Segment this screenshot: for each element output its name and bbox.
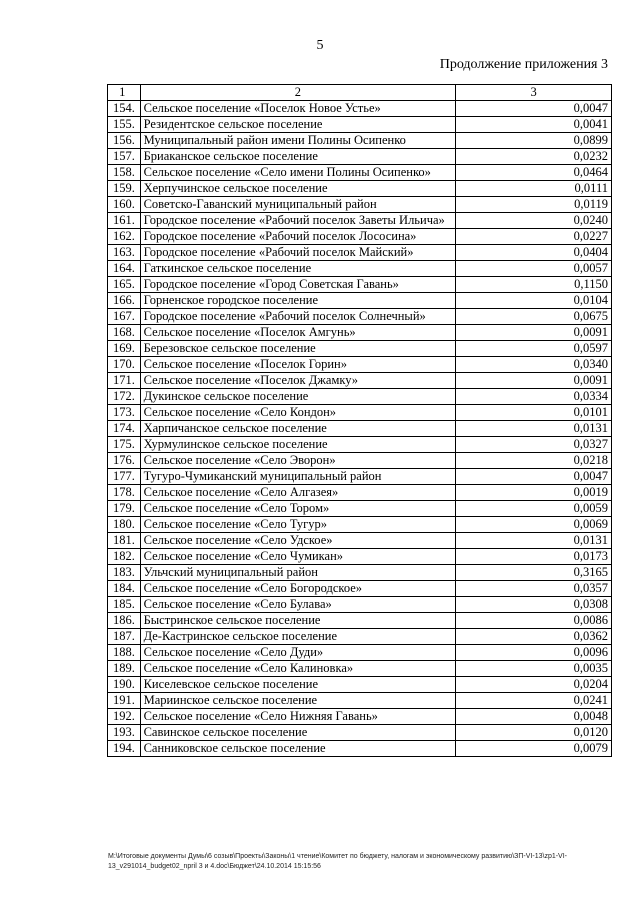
row-name: Херпучинское сельское поселение xyxy=(140,181,456,197)
row-value: 0,0334 xyxy=(456,389,612,405)
table-row xyxy=(108,245,612,261)
row-value: 0,0035 xyxy=(456,661,612,677)
table-row xyxy=(108,437,612,453)
row-number: 173. xyxy=(108,405,141,421)
row-name: Де-Кастринское сельское поселение xyxy=(140,629,456,645)
row-name: Сельское поселение «Поселок Джамку» xyxy=(140,373,456,389)
row-number: 159. xyxy=(108,181,141,197)
row-value: 0,0227 xyxy=(456,229,612,245)
table-row xyxy=(108,213,612,229)
table-row xyxy=(108,661,612,677)
table-row xyxy=(108,565,612,581)
row-value: 0,0057 xyxy=(456,261,612,277)
row-number: 182. xyxy=(108,549,141,565)
row-number: 175. xyxy=(108,437,141,453)
row-value: 0,0096 xyxy=(456,645,612,661)
table-row xyxy=(108,229,612,245)
row-name: Сельское поселение «Поселок Новое Устье» xyxy=(140,101,456,117)
table-row xyxy=(108,197,612,213)
table-row xyxy=(108,357,612,373)
row-name: Городское поселение «Город Советская Гавань» xyxy=(140,277,456,293)
row-name: Сельское поселение «Село Тугур» xyxy=(140,517,456,533)
table-row xyxy=(108,613,612,629)
row-number: 178. xyxy=(108,485,141,501)
table-row xyxy=(108,277,612,293)
table-row xyxy=(108,517,612,533)
row-name: Савинское сельское поселение xyxy=(140,725,456,741)
row-name: Хурмулинское сельское поселение xyxy=(140,437,456,453)
row-name: Сельское поселение «Село Дуди» xyxy=(140,645,456,661)
row-value: 0,0464 xyxy=(456,165,612,181)
row-name: Сельское поселение «Село Чумикан» xyxy=(140,549,456,565)
row-value: 0,0079 xyxy=(456,741,612,757)
table-row xyxy=(108,309,612,325)
row-number: 191. xyxy=(108,693,141,709)
row-number: 162. xyxy=(108,229,141,245)
page-number: 5 xyxy=(316,38,324,53)
row-number: 188. xyxy=(108,645,141,661)
row-value: 0,0019 xyxy=(456,485,612,501)
row-value: 0,0069 xyxy=(456,517,612,533)
row-number: 169. xyxy=(108,341,141,357)
row-name: Муниципальный район имени Полины Осипенко xyxy=(140,133,456,149)
row-name: Сельское поселение «Село Кондон» xyxy=(140,405,456,421)
row-number: 163. xyxy=(108,245,141,261)
file-path-footer: M:\Итоговые документы Думы\6 созыв\Проекты\Законы\1 чтение\Комитет по бюджету, налогам и экономическому развитию\ЗП-VI-13\zp1-VI-13_v291014_budget02_npril 3 и 4.doc\Бюджет\24.10.2014 15:15:56 xyxy=(108,853,568,870)
row-number: 157. xyxy=(108,149,141,165)
row-name: Харпичанское сельское поселение xyxy=(140,421,456,437)
table-row xyxy=(108,725,612,741)
row-value: 0,0120 xyxy=(456,725,612,741)
row-name: Санниковское сельское поселение xyxy=(140,741,456,757)
table-row xyxy=(108,453,612,469)
row-name: Сельское поселение «Село Эворон» xyxy=(140,453,456,469)
row-name: Мариинское сельское поселение xyxy=(140,693,456,709)
row-name: Березовское сельское поселение xyxy=(140,341,456,357)
table-row xyxy=(108,677,612,693)
row-name: Бриаканское сельское поселение xyxy=(140,149,456,165)
row-name: Сельское поселение «Село Булава» xyxy=(140,597,456,613)
table-row xyxy=(108,149,612,165)
row-number: 155. xyxy=(108,117,141,133)
table-row xyxy=(108,133,612,149)
row-value: 0,0357 xyxy=(456,581,612,597)
row-number: 183. xyxy=(108,565,141,581)
row-value: 0,0241 xyxy=(456,693,612,709)
row-number: 184. xyxy=(108,581,141,597)
row-number: 171. xyxy=(108,373,141,389)
row-name: Городское поселение «Рабочий поселок Майский» xyxy=(140,245,456,261)
row-value: 0,0131 xyxy=(456,421,612,437)
row-name: Городское поселение «Рабочий поселок Солнечный» xyxy=(140,309,456,325)
table-row xyxy=(108,293,612,309)
table-row xyxy=(108,709,612,725)
row-number: 185. xyxy=(108,597,141,613)
row-value: 0,0404 xyxy=(456,245,612,261)
row-number: 158. xyxy=(108,165,141,181)
row-value: 0,0047 xyxy=(456,101,612,117)
row-number: 160. xyxy=(108,197,141,213)
row-value: 0,0091 xyxy=(456,373,612,389)
row-name: Быстринское сельское поселение xyxy=(140,613,456,629)
row-number: 172. xyxy=(108,389,141,405)
continuation-title: Продолжение приложения 3 xyxy=(439,57,608,72)
row-number: 186. xyxy=(108,613,141,629)
row-value: 0,0362 xyxy=(456,629,612,645)
row-name: Городское поселение «Рабочий поселок Лососина» xyxy=(140,229,456,245)
table-row xyxy=(108,181,612,197)
row-number: 174. xyxy=(108,421,141,437)
row-value: 0,0131 xyxy=(456,533,612,549)
row-value: 0,3165 xyxy=(456,565,612,581)
row-value: 0,0232 xyxy=(456,149,612,165)
row-value: 0,0327 xyxy=(456,437,612,453)
row-value: 0,0218 xyxy=(456,453,612,469)
table-row xyxy=(108,405,612,421)
row-value: 0,1150 xyxy=(456,277,612,293)
table-row xyxy=(108,629,612,645)
row-number: 161. xyxy=(108,213,141,229)
row-value: 0,0899 xyxy=(456,133,612,149)
row-value: 0,0091 xyxy=(456,325,612,341)
row-number: 154. xyxy=(108,101,141,117)
row-name: Сельское поселение «Поселок Горин» xyxy=(140,357,456,373)
row-number: 166. xyxy=(108,293,141,309)
row-name: Сельское поселение «Село имени Полины Осипенко» xyxy=(140,165,456,181)
row-number: 179. xyxy=(108,501,141,517)
row-name: Сельское поселение «Село Алгазея» xyxy=(140,485,456,501)
table-row xyxy=(108,373,612,389)
row-value: 0,0048 xyxy=(456,709,612,725)
row-number: 194. xyxy=(108,741,141,757)
column-header-1: 1 xyxy=(108,85,141,101)
row-number: 176. xyxy=(108,453,141,469)
row-number: 193. xyxy=(108,725,141,741)
row-value: 0,0047 xyxy=(456,469,612,485)
row-name: Резидентское сельское поселение xyxy=(140,117,456,133)
row-name: Сельское поселение «Село Богородское» xyxy=(140,581,456,597)
table-row xyxy=(108,325,612,341)
row-value: 0,0675 xyxy=(456,309,612,325)
table-row xyxy=(108,469,612,485)
row-name: Ульчский муниципальный район xyxy=(140,565,456,581)
row-value: 0,0240 xyxy=(456,213,612,229)
row-number: 181. xyxy=(108,533,141,549)
row-number: 192. xyxy=(108,709,141,725)
row-value: 0,0059 xyxy=(456,501,612,517)
table-row xyxy=(108,165,612,181)
row-number: 167. xyxy=(108,309,141,325)
row-value: 0,0308 xyxy=(456,597,612,613)
row-name: Городское поселение «Рабочий поселок Заветы Ильича» xyxy=(140,213,456,229)
row-name: Сельское поселение «Село Тором» xyxy=(140,501,456,517)
row-value: 0,0111 xyxy=(456,181,612,197)
row-name: Сельское поселение «Поселок Амгунь» xyxy=(140,325,456,341)
table-header-row xyxy=(108,85,612,101)
row-number: 189. xyxy=(108,661,141,677)
row-number: 170. xyxy=(108,357,141,373)
column-header-2: 2 xyxy=(140,85,456,101)
table-row xyxy=(108,117,612,133)
table-row xyxy=(108,741,612,757)
table-row xyxy=(108,597,612,613)
table-row xyxy=(108,485,612,501)
row-number: 190. xyxy=(108,677,141,693)
row-name: Сельское поселение «Село Удское» xyxy=(140,533,456,549)
row-value: 0,0086 xyxy=(456,613,612,629)
table-row xyxy=(108,645,612,661)
table-row xyxy=(108,501,612,517)
row-value: 0,0119 xyxy=(456,197,612,213)
row-name: Тугуро-Чумиканский муниципальный район xyxy=(140,469,456,485)
table-row xyxy=(108,389,612,405)
table-row xyxy=(108,533,612,549)
table-row xyxy=(108,549,612,565)
row-number: 165. xyxy=(108,277,141,293)
row-number: 156. xyxy=(108,133,141,149)
table-row xyxy=(108,421,612,437)
column-header-3: 3 xyxy=(456,85,612,101)
row-name: Киселевское сельское поселение xyxy=(140,677,456,693)
row-value: 0,0204 xyxy=(456,677,612,693)
row-value: 0,0041 xyxy=(456,117,612,133)
row-name: Горненское городское поселение xyxy=(140,293,456,309)
row-name: Дукинское сельское поселение xyxy=(140,389,456,405)
row-value: 0,0340 xyxy=(456,357,612,373)
row-number: 177. xyxy=(108,469,141,485)
row-number: 180. xyxy=(108,517,141,533)
row-value: 0,0597 xyxy=(456,341,612,357)
row-name: Гаткинское сельское поселение xyxy=(140,261,456,277)
table-row xyxy=(108,693,612,709)
row-number: 168. xyxy=(108,325,141,341)
row-name: Советско-Гаванский муниципальный район xyxy=(140,197,456,213)
appendix-table xyxy=(107,84,612,757)
table-row xyxy=(108,341,612,357)
row-value: 0,0101 xyxy=(456,405,612,421)
table-row xyxy=(108,261,612,277)
row-name: Сельское поселение «Село Калиновка» xyxy=(140,661,456,677)
row-number: 164. xyxy=(108,261,141,277)
row-number: 187. xyxy=(108,629,141,645)
row-value: 0,0173 xyxy=(456,549,612,565)
row-name: Сельское поселение «Село Нижняя Гавань» xyxy=(140,709,456,725)
table-row xyxy=(108,101,612,117)
row-value: 0,0104 xyxy=(456,293,612,309)
table-row xyxy=(108,581,612,597)
